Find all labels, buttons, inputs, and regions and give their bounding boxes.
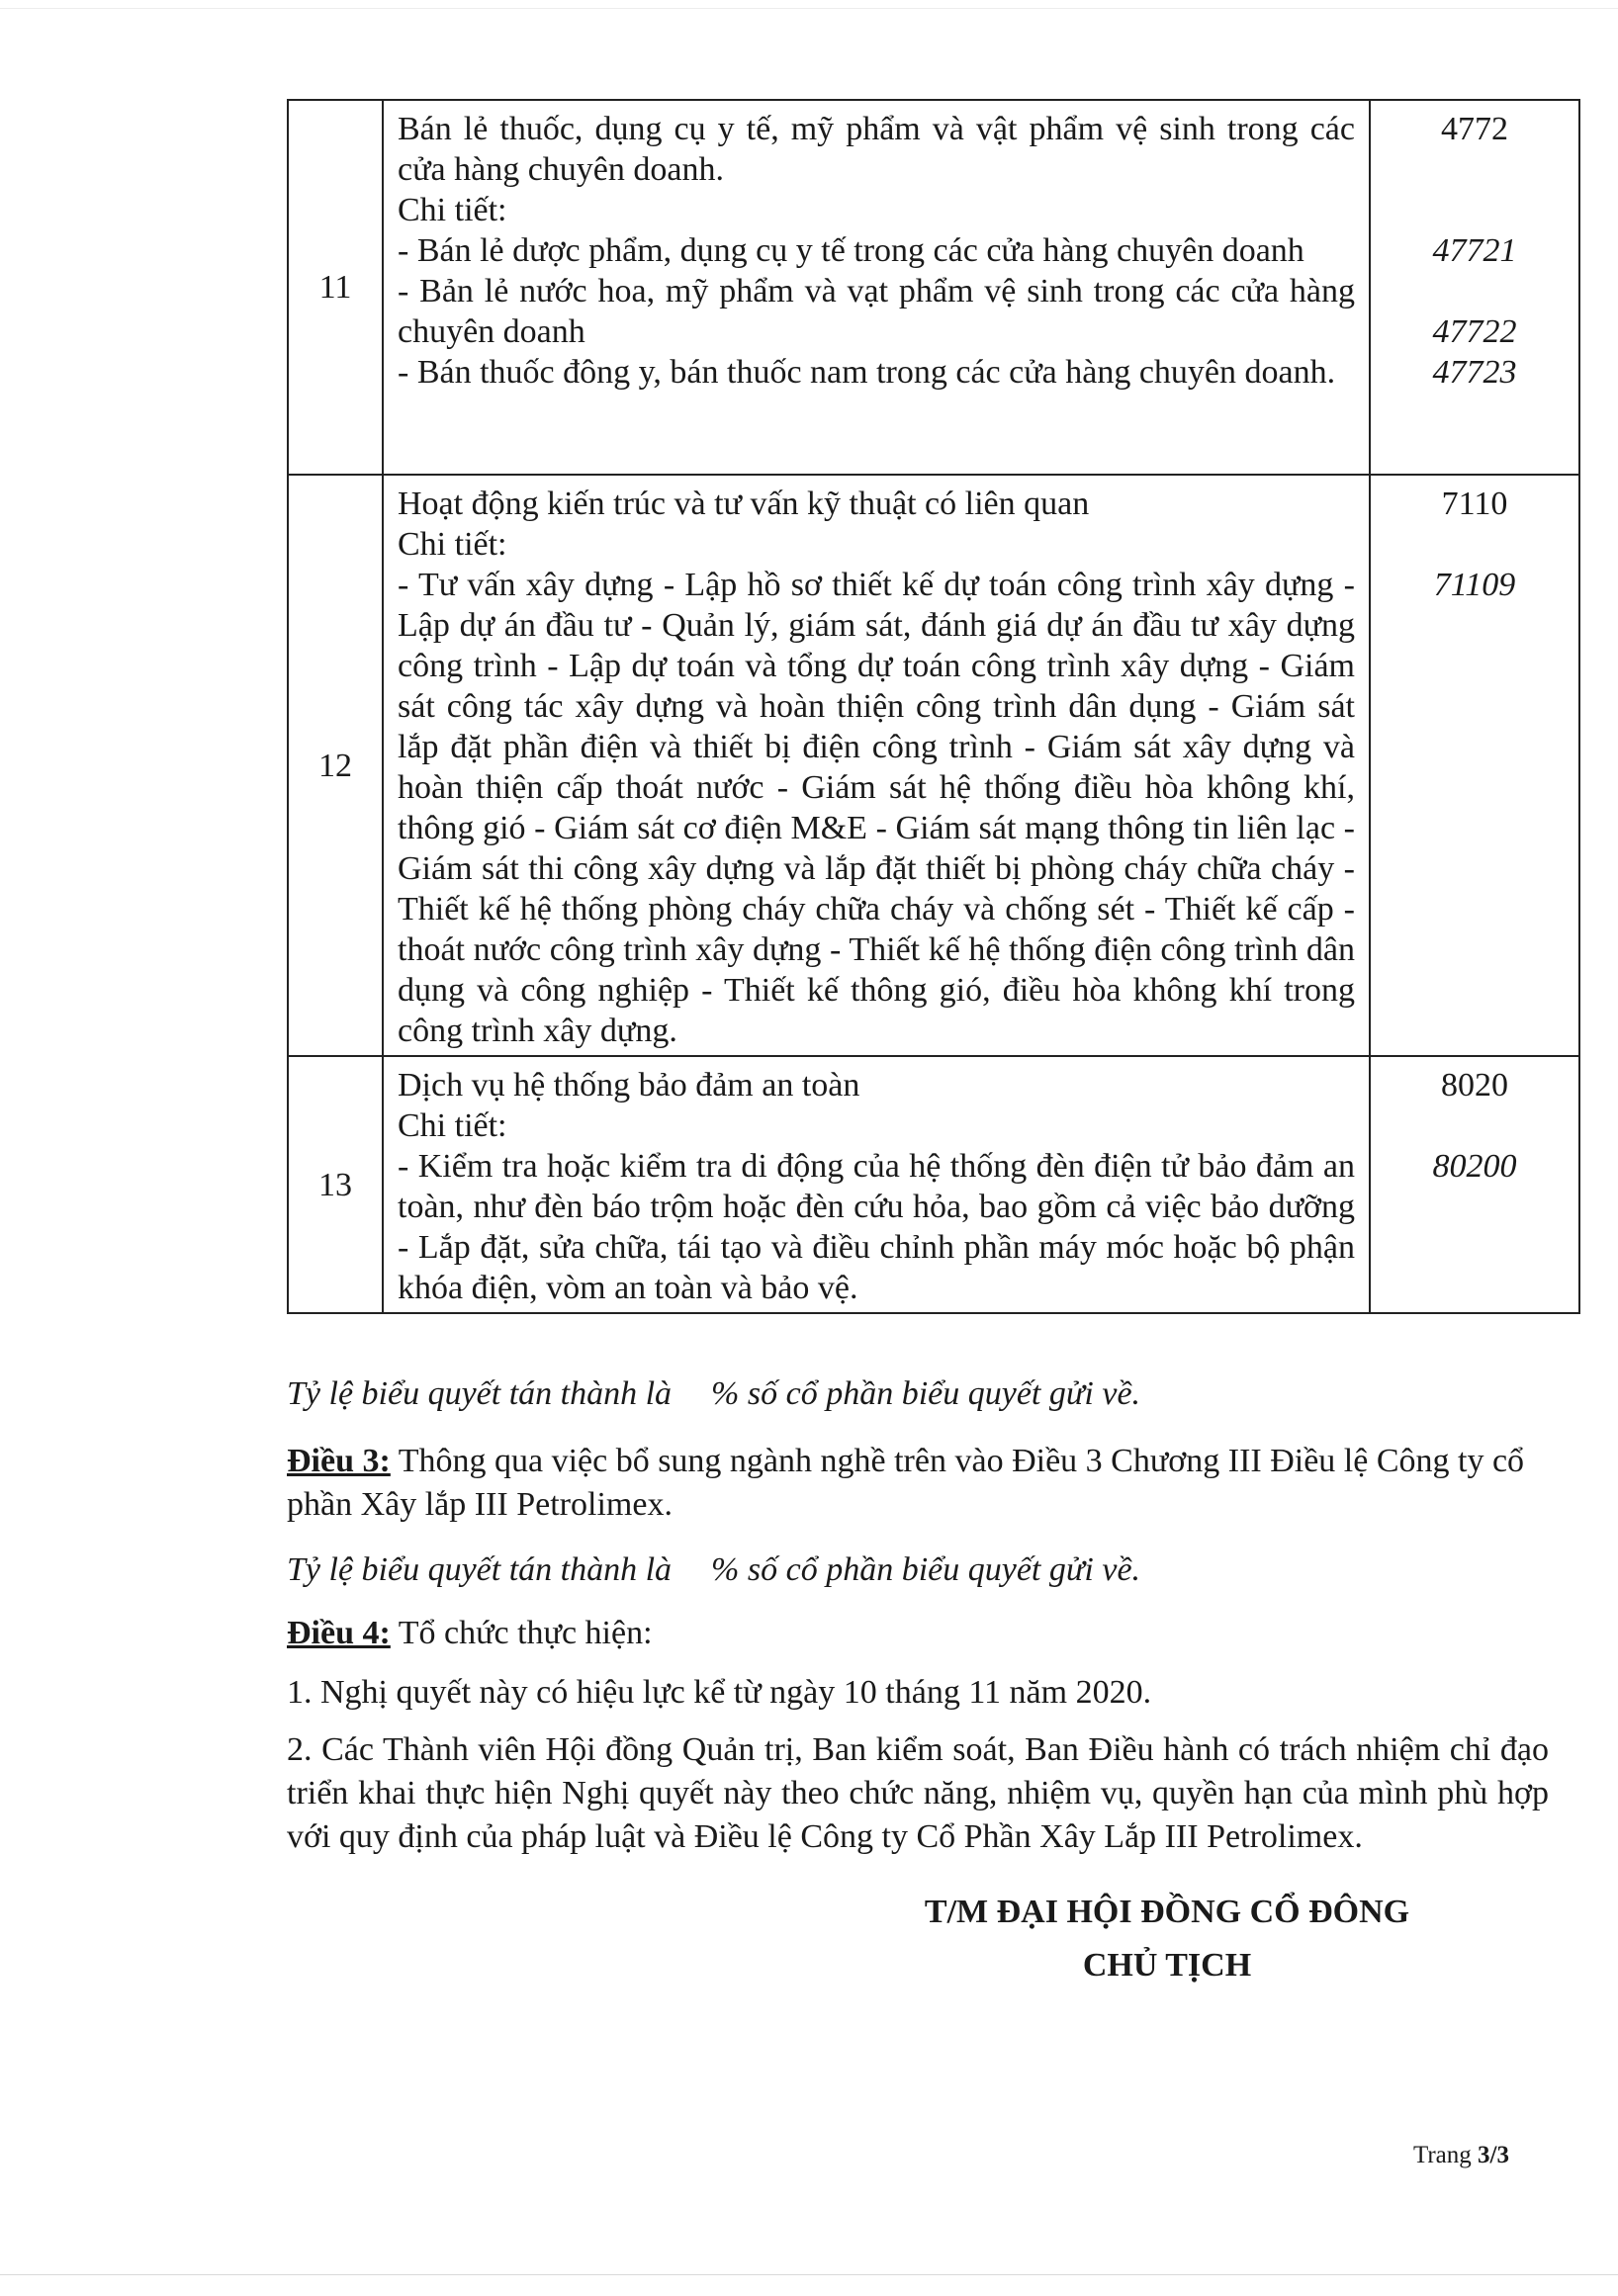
description-line: - Kiểm tra hoặc kiểm tra di động của hệ thống đèn điện tử bảo đảm an toàn, như đèn báo trộm hoặc đèn cứu hỏa, bao gồm cả việc bảo dưỡng - Lắp đặt, sửa chữa, tái tạo và điều chỉnh phần máy móc hoặc bộ phận khóa điện, vòm an toàn và bảo vệ. bbox=[398, 1148, 1355, 1306]
row-number: 13 bbox=[288, 1056, 383, 1313]
description-line: - Tư vấn xây dựng - Lập hồ sơ thiết kế dự toán công trình xây dựng - Lập dự án đầu tư - Quản lý, giám sát, đánh giá dự án đầu tư xây dựng công trình - Lập dự toán và tổng dự toán công trình xây dựng - Giám sát công tác xây dựng và hoàn thiện công trình dân dụng - Giám sát lắp đặt phần điện và thiết bị điện công trình - Giám sát xây dựng và hoàn thiện cấp thoát nước - Giám sát hệ thống điều hòa không khí, thông gió - Giám sát cơ điện M&E - Giám sát mạng thông tin liên lạc - Giám sát thi công xây dựng và lắp đặt thiết bị phòng cháy chữa cháy - Thiết kế hệ thống phòng cháy chữa cháy và chống sét - Thiết kế cấp - thoát nước công trình xây dựng - Thiết kế hệ thống điện công trình dân dụng và công nghiệp - Thiết kế thông gió, điều hòa không khí trong công trình xây dựng. bbox=[398, 567, 1355, 1049]
table-row bbox=[288, 1056, 1579, 1313]
business-line-description bbox=[383, 1056, 1370, 1313]
page-number-value: 3/3 bbox=[1478, 2142, 1509, 2168]
vote-ratio-2 bbox=[287, 1548, 1549, 1592]
description-line: - Bán lẻ dược phẩm, dụng cụ y tế trong các cửa hàng chuyên doanh bbox=[398, 232, 1304, 269]
business-line-description bbox=[383, 100, 1370, 475]
vote-ratio-2-right: % số cổ phần biểu quyết gửi về. bbox=[711, 1551, 1141, 1588]
industry-subcode: 71109 bbox=[1433, 567, 1516, 603]
signature-title: T/M ĐẠI HỘI ĐỒNG CỔ ĐÔNG bbox=[924, 1894, 1410, 1930]
industry-code-cell bbox=[1370, 1056, 1579, 1313]
business-lines-table bbox=[287, 99, 1580, 1314]
industry-subcode bbox=[1371, 271, 1578, 311]
article-4 bbox=[287, 1612, 1549, 1655]
vote-ratio-1 bbox=[287, 1372, 1549, 1416]
vote-ratio-1-left: Tỷ lệ biểu quyết tán thành là bbox=[287, 1375, 673, 1412]
industry-subcode bbox=[1371, 433, 1578, 474]
article-3-label: Điều 3: bbox=[287, 1443, 391, 1479]
industry-subcode bbox=[1371, 524, 1578, 565]
table-row bbox=[288, 475, 1579, 1056]
industry-subcode: 47721 bbox=[1432, 232, 1517, 269]
description-line: - Bán thuốc đông y, bán thuốc nam trong các cửa hàng chuyên doanh. bbox=[398, 354, 1336, 391]
article-4-item-2: 2. Các Thành viên Hội đồng Quản trị, Ban kiểm soát, Ban Điều hành có trách nhiệm chỉ đạo triển khai thực hiện Nghị quyết này theo chức năng, nhiệm vụ, quyền hạn của mình phù hợp với quy định của pháp luật và Điều lệ Công ty Cổ Phần Xây Lắp III Petrolimex. bbox=[287, 1731, 1549, 1855]
industry-subcode bbox=[1371, 149, 1578, 190]
industry-code-cell bbox=[1370, 475, 1579, 1056]
article-4-item-1: 1. Nghị quyết này có hiệu lực kể từ ngày 10 tháng 11 năm 2020. bbox=[287, 1674, 1152, 1711]
article-3-text: Thông qua việc bổ sung ngành nghề trên vào Điều 3 Chương III Điều lệ Công ty cổ phần Xây lắp III Petrolimex. bbox=[287, 1443, 1525, 1523]
industry-subcode: 80200 bbox=[1432, 1148, 1517, 1185]
industry-subcode: 47722 bbox=[1432, 313, 1517, 350]
industry-subcode bbox=[1371, 190, 1578, 230]
industry-code: 4772 bbox=[1441, 111, 1508, 147]
industry-subcode bbox=[1371, 393, 1578, 433]
description-line: Chi tiết: bbox=[398, 1107, 507, 1144]
description-line: Bán lẻ thuốc, dụng cụ y tế, mỹ phẩm và vật phẩm vệ sinh trong các cửa hàng chuyên doanh. bbox=[398, 111, 1355, 188]
page-number-label: Trang bbox=[1412, 2142, 1472, 2168]
description-line: Dịch vụ hệ thống bảo đảm an toàn bbox=[398, 1067, 860, 1104]
description-line: Chi tiết: bbox=[398, 526, 507, 563]
industry-code: 7110 bbox=[1441, 486, 1508, 522]
description-line: - Bản lẻ nước hoa, mỹ phẩm và vạt phẩm vệ sinh trong các cửa hàng chuyên doanh bbox=[398, 273, 1355, 350]
article-4-label: Điều 4: bbox=[287, 1615, 391, 1651]
table-body bbox=[288, 100, 1579, 1313]
industry-code: 8020 bbox=[1441, 1067, 1508, 1104]
article-3 bbox=[287, 1440, 1549, 1527]
vote-ratio-1-right: % số cổ phần biểu quyết gửi về. bbox=[711, 1375, 1141, 1412]
industry-code-cell bbox=[1370, 100, 1579, 475]
row-number: 12 bbox=[288, 475, 383, 1056]
description-line: Hoạt động kiến trúc và tư vấn kỹ thuật có liên quan bbox=[398, 486, 1090, 522]
page-number bbox=[1413, 2142, 1509, 2169]
signature-role: CHỦ TỊCH bbox=[1082, 1947, 1252, 1984]
vote-ratio-2-left: Tỷ lệ biểu quyết tán thành là bbox=[287, 1551, 673, 1588]
description-line: Chi tiết: bbox=[398, 192, 507, 228]
article-4-text: Tổ chức thực hiện: bbox=[390, 1615, 653, 1651]
industry-subcode bbox=[1371, 1105, 1578, 1146]
top-rule bbox=[0, 8, 1618, 9]
industry-subcode: 47723 bbox=[1432, 354, 1517, 391]
business-line-description bbox=[383, 475, 1370, 1056]
bottom-rule bbox=[0, 2274, 1618, 2275]
row-number: 11 bbox=[288, 100, 383, 475]
table-row bbox=[288, 100, 1579, 475]
